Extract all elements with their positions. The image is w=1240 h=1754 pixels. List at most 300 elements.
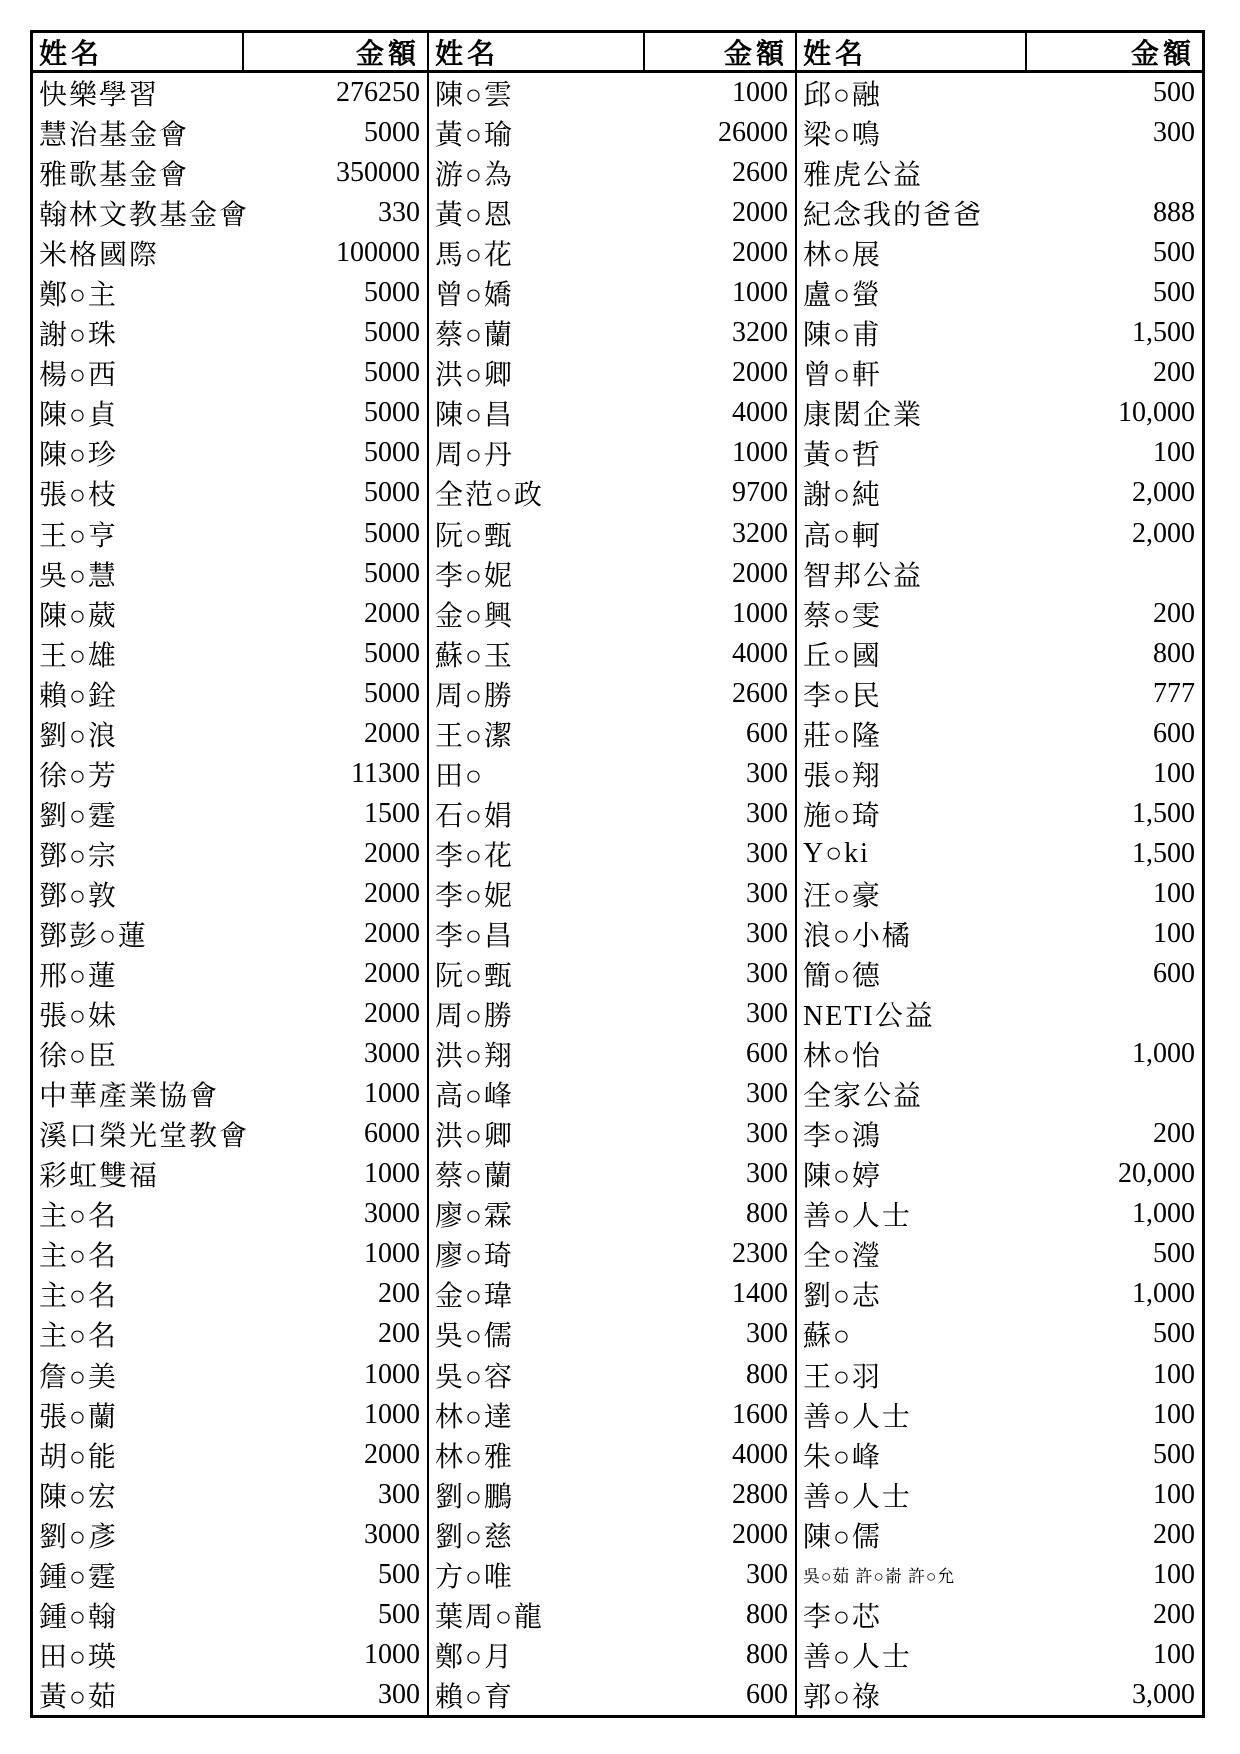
- donation-amount: 2800: [732, 1478, 788, 1510]
- table-row: [429, 514, 795, 554]
- donation-amount: 1000: [732, 597, 788, 629]
- donor-name: 陳○珍: [39, 440, 118, 472]
- donor-name: 高○峰: [435, 1081, 514, 1113]
- table-row: [33, 433, 427, 473]
- donation-amount: 5000: [364, 317, 420, 349]
- donor-name: 洪○卿: [435, 1121, 514, 1153]
- amount-column-header: 金額: [723, 38, 788, 70]
- table-row: [429, 834, 795, 874]
- donation-amount: 1000: [364, 1358, 420, 1390]
- donation-amount: 300: [746, 1318, 788, 1350]
- donor-name: 翰林文教基金會: [39, 200, 250, 232]
- table-row: [33, 1114, 427, 1154]
- donor-name: 鍾○翰: [39, 1601, 118, 1633]
- donation-amount: 200: [1153, 1518, 1195, 1550]
- donor-name: 李○妮: [435, 880, 514, 912]
- table-row: [429, 1435, 795, 1475]
- donor-name: 善○人士: [803, 1481, 912, 1513]
- table-row: [429, 1234, 795, 1274]
- donor-name: 周○勝: [435, 1001, 514, 1033]
- table-row: [429, 393, 795, 433]
- donor-name: 黃○瑜: [435, 120, 514, 152]
- donor-name: 金○瑋: [435, 1281, 514, 1313]
- donation-amount: 1500: [364, 797, 420, 829]
- donor-name: 高○軻: [803, 520, 882, 552]
- donor-name: 王○潔: [435, 720, 514, 752]
- donor-name: 全范○政: [435, 480, 544, 512]
- donation-amount: 300: [746, 877, 788, 909]
- donor-name: 黃○哲: [803, 440, 882, 472]
- donation-amount: 2600: [732, 157, 788, 189]
- donation-amount: 2,000: [1132, 517, 1195, 549]
- donor-name: 張○妹: [39, 1001, 118, 1033]
- donation-amount: 200: [1153, 597, 1195, 629]
- table-row: [429, 1475, 795, 1515]
- donor-name: 鄧○宗: [39, 840, 118, 872]
- donation-amount: 3000: [364, 1038, 420, 1070]
- table-row: [797, 1595, 1202, 1635]
- table-row: [797, 1555, 1202, 1595]
- donor-name: 游○為: [435, 160, 514, 192]
- donation-amount: 100: [1153, 918, 1195, 949]
- table-row: [429, 1154, 795, 1194]
- donation-amount: 1000: [732, 77, 788, 109]
- donor-name: 邢○蓮: [39, 961, 118, 993]
- donor-name: 劉○慈: [435, 1521, 514, 1553]
- donor-name: 方○唯: [435, 1561, 514, 1593]
- donor-name: 梁○鳴: [803, 120, 882, 152]
- donation-amount: 1000: [732, 437, 788, 469]
- donor-name: 李○民: [803, 680, 882, 712]
- table-row: [429, 1555, 795, 1595]
- donation-amount: 4000: [732, 397, 788, 429]
- donor-name: 主○名: [39, 1281, 118, 1313]
- donor-name: 蘇○玉: [435, 640, 514, 672]
- donor-name: 洪○卿: [435, 360, 514, 392]
- table-row: [797, 994, 1202, 1034]
- donation-amount: 2000: [732, 357, 788, 389]
- table-row: [429, 1675, 795, 1715]
- donation-amount: 20,000: [1118, 1158, 1195, 1190]
- donation-amount: 2000: [364, 717, 420, 749]
- donation-amount: 1000: [364, 1158, 420, 1190]
- donor-name: 金○興: [435, 600, 514, 632]
- donor-name: 王○羽: [803, 1361, 882, 1393]
- donor-name: 鍾○霆: [39, 1561, 118, 1593]
- donation-amount: 888: [1153, 197, 1195, 229]
- donor-name: 莊○隆: [803, 720, 882, 752]
- donation-amount: 600: [746, 1678, 788, 1710]
- donation-amount: 2,000: [1132, 477, 1195, 509]
- donor-name: 郭○祿: [803, 1681, 882, 1713]
- donor-name: 林○怡: [803, 1041, 882, 1073]
- table-row: [33, 113, 427, 153]
- table-row: [797, 433, 1202, 473]
- table-row: [797, 1675, 1202, 1715]
- table-row: [797, 1274, 1202, 1314]
- donation-amount: 1000: [364, 1078, 420, 1110]
- donation-amount: 5000: [364, 397, 420, 429]
- table-row: [797, 233, 1202, 273]
- donation-amount: 5000: [364, 557, 420, 589]
- table-row: [797, 874, 1202, 914]
- donation-amount: 11300: [351, 757, 420, 789]
- donor-name: 胡○能: [39, 1441, 118, 1473]
- table-row: [797, 954, 1202, 994]
- donor-name: 賴○育: [435, 1681, 514, 1713]
- donation-amount: 4000: [732, 637, 788, 669]
- amount-column-header: 金額: [1130, 38, 1195, 70]
- table-row: [33, 1274, 427, 1314]
- donation-amount: 800: [746, 1638, 788, 1670]
- table-row: [797, 73, 1202, 113]
- donation-amount: 2000: [364, 877, 420, 909]
- donor-name: 賴○銓: [39, 680, 118, 712]
- donor-name: 黃○茹: [39, 1681, 118, 1713]
- donation-amount: 2000: [364, 1438, 420, 1470]
- donation-amount: 300: [746, 1158, 788, 1190]
- donation-amount: 5000: [364, 477, 420, 509]
- donation-amount: 330: [378, 197, 420, 229]
- donor-name: 謝○珠: [39, 320, 118, 352]
- donor-name: 蔡○蘭: [435, 320, 514, 352]
- table-row: [429, 674, 795, 714]
- donor-name: 曾○軒: [803, 360, 882, 392]
- name-column-header: 姓名: [797, 33, 1027, 70]
- donation-amount: 5000: [364, 277, 420, 309]
- rows-column-1: [33, 73, 427, 1715]
- table-row: [797, 674, 1202, 714]
- donor-name: 劉○霆: [39, 800, 118, 832]
- table-row: [33, 1234, 427, 1274]
- column-pair-2: [427, 33, 795, 1715]
- donor-name: 簡○德: [803, 961, 882, 993]
- donor-name: 浪○小橘: [803, 921, 912, 952]
- donor-name: 主○名: [39, 1201, 118, 1233]
- table-row: [33, 634, 427, 674]
- table-row: [33, 514, 427, 554]
- donor-name: 詹○美: [39, 1361, 118, 1393]
- table-row: [429, 1194, 795, 1234]
- donation-amount: 1,500: [1132, 317, 1195, 349]
- table-row: [429, 1314, 795, 1354]
- table-row: [429, 1395, 795, 1435]
- donation-amount: 2000: [364, 918, 420, 949]
- table-row: [797, 1395, 1202, 1435]
- table-row: [429, 1034, 795, 1074]
- table-row: [797, 594, 1202, 634]
- table-row: [797, 714, 1202, 754]
- table-row: [429, 954, 795, 994]
- table-row: [797, 1515, 1202, 1555]
- table-row: [33, 954, 427, 994]
- donation-amount: 1000: [732, 277, 788, 309]
- table-row: [429, 273, 795, 313]
- donation-amount: 2000: [364, 837, 420, 869]
- donation-amount: 600: [746, 1038, 788, 1070]
- donor-name: 汪○豪: [803, 880, 882, 912]
- donor-name: 鄧○敦: [39, 880, 118, 912]
- table-row: [429, 874, 795, 914]
- donor-name: 快樂學習: [39, 80, 160, 112]
- donation-amount: 6000: [364, 1118, 420, 1150]
- donation-amount: 100: [1153, 1478, 1195, 1510]
- table-row: [429, 193, 795, 233]
- table-row: [33, 834, 427, 874]
- donation-amount: 26000: [718, 117, 788, 149]
- donation-amount: 100: [1153, 757, 1195, 789]
- donation-amount: 1,500: [1132, 797, 1195, 829]
- table-row: [797, 1314, 1202, 1354]
- donation-amount: 1,500: [1132, 837, 1195, 869]
- table-row: [429, 1355, 795, 1395]
- table-row: [33, 473, 427, 513]
- name-column-header: 姓名: [33, 33, 244, 70]
- table-row: [33, 1355, 427, 1395]
- donor-name: 葉周○龍: [435, 1601, 544, 1633]
- donation-amount: 100: [1153, 437, 1195, 469]
- donation-amount: 500: [1153, 77, 1195, 109]
- donor-name: 陳○婷: [803, 1161, 882, 1193]
- table-row: [429, 554, 795, 594]
- table-row: [33, 1074, 427, 1114]
- table-row: [33, 914, 427, 954]
- donor-name: 李○芯: [803, 1601, 882, 1633]
- donation-amount: 5000: [364, 437, 420, 469]
- table-row: [33, 1555, 427, 1595]
- donation-amount: 300: [746, 797, 788, 829]
- donation-amount: 300: [1153, 117, 1195, 149]
- table-row: [797, 754, 1202, 794]
- donation-amount: 500: [1153, 1238, 1195, 1270]
- donor-name: 陳○宏: [39, 1481, 118, 1513]
- table-row: [429, 1114, 795, 1154]
- table-row: [33, 874, 427, 914]
- donation-amount: 300: [746, 837, 788, 869]
- table-row: [33, 1675, 427, 1715]
- donor-name: 雅虎公益: [803, 160, 924, 192]
- donation-amount: 800: [746, 1598, 788, 1630]
- table-row: [33, 1194, 427, 1234]
- donation-amount: 3200: [732, 317, 788, 349]
- donation-amount: 300: [378, 1478, 420, 1510]
- donor-name: 李○花: [435, 840, 514, 872]
- donation-amount: 200: [1153, 357, 1195, 389]
- donor-name: 全○瀅: [803, 1241, 882, 1273]
- donation-table: [30, 30, 1205, 1718]
- donor-name: 紀念我的爸爸: [803, 200, 984, 232]
- table-row: [33, 393, 427, 433]
- donor-name: 石○娟: [435, 800, 514, 832]
- donor-name: 蔡○雯: [803, 600, 882, 632]
- donation-amount: 10,000: [1118, 397, 1195, 429]
- table-row: [429, 1515, 795, 1555]
- donor-name: 鄭○主: [39, 280, 118, 312]
- donation-amount: 5000: [364, 117, 420, 149]
- donation-amount: 1,000: [1132, 1198, 1195, 1230]
- table-row: [429, 153, 795, 193]
- table-row: [429, 994, 795, 1034]
- donor-name: 王○雄: [39, 640, 118, 672]
- donation-amount: 2300: [732, 1238, 788, 1270]
- table-row: [429, 433, 795, 473]
- table-row: [797, 353, 1202, 393]
- donor-name: 吳○儒: [435, 1321, 514, 1353]
- donor-name: 張○蘭: [39, 1401, 118, 1433]
- donor-name: 丘○國: [803, 640, 882, 672]
- table-row: [429, 754, 795, 794]
- donation-amount: 100: [1153, 1558, 1195, 1590]
- rows-column-2: [429, 73, 795, 1715]
- table-row: [429, 233, 795, 273]
- table-row: [33, 273, 427, 313]
- table-row: [797, 514, 1202, 554]
- donor-name: 陳○雲: [435, 80, 514, 112]
- table-row: [429, 594, 795, 634]
- donation-amount: 1000: [364, 1238, 420, 1270]
- donation-amount: 200: [378, 1278, 420, 1310]
- header-row: [797, 33, 1202, 73]
- donor-name: 善○人士: [803, 1201, 912, 1233]
- donor-name: 鄧彭○蓮: [39, 921, 148, 952]
- donation-amount: 300: [746, 1078, 788, 1110]
- table-row: [797, 1475, 1202, 1515]
- donation-amount: 500: [1153, 237, 1195, 269]
- donation-amount: 300: [746, 1118, 788, 1150]
- donation-amount: 300: [746, 1558, 788, 1590]
- table-row: [797, 393, 1202, 433]
- table-row: [797, 1154, 1202, 1194]
- donation-amount: 2000: [364, 998, 420, 1030]
- donation-amount: 200: [1153, 1118, 1195, 1150]
- table-row: [797, 313, 1202, 353]
- table-row: [33, 794, 427, 834]
- donor-name: 吳○慧: [39, 560, 118, 592]
- table-row: [429, 353, 795, 393]
- table-row: [429, 113, 795, 153]
- donation-amount: 3200: [732, 517, 788, 549]
- donation-amount: 200: [1153, 1598, 1195, 1630]
- donor-name: 徐○芳: [39, 760, 118, 792]
- table-row: [797, 1034, 1202, 1074]
- donation-amount: 2000: [732, 237, 788, 269]
- table-row: [797, 1355, 1202, 1395]
- donation-amount: 1,000: [1132, 1038, 1195, 1070]
- donation-amount: 777: [1153, 677, 1195, 709]
- table-row: [429, 473, 795, 513]
- donation-amount: 3000: [364, 1518, 420, 1550]
- donation-amount: 1,000: [1132, 1278, 1195, 1310]
- table-row: [797, 1435, 1202, 1475]
- donor-name: 施○琦: [803, 800, 882, 832]
- donation-amount: 5000: [364, 517, 420, 549]
- donation-amount: 100: [1153, 1638, 1195, 1670]
- table-row: [797, 554, 1202, 594]
- header-row: [429, 33, 795, 73]
- table-row: [33, 1515, 427, 1555]
- donation-amount: 1000: [364, 1398, 420, 1430]
- donation-amount: 300: [746, 958, 788, 990]
- donation-amount: 100: [1153, 1398, 1195, 1430]
- donor-name: 蔡○蘭: [435, 1161, 514, 1193]
- donor-name: 張○翔: [803, 760, 882, 792]
- donor-name: 劉○浪: [39, 720, 118, 752]
- donor-name: 李○昌: [435, 921, 514, 952]
- donor-name: 謝○純: [803, 480, 882, 512]
- table-row: [33, 1395, 427, 1435]
- donation-amount: 800: [746, 1198, 788, 1230]
- donation-amount: 300: [746, 918, 788, 949]
- donor-name: 劉○彥: [39, 1521, 118, 1553]
- donor-name: 廖○琦: [435, 1241, 514, 1273]
- table-row: [33, 153, 427, 193]
- donor-name: 李○鴻: [803, 1121, 882, 1153]
- table-row: [33, 313, 427, 353]
- donor-name: 陳○昌: [435, 400, 514, 432]
- table-row: [33, 1154, 427, 1194]
- donor-name: 周○勝: [435, 680, 514, 712]
- donation-amount: 800: [1153, 637, 1195, 669]
- table-row: [797, 473, 1202, 513]
- table-row: [429, 1074, 795, 1114]
- table-row: [33, 1475, 427, 1515]
- donor-name: 主○名: [39, 1321, 118, 1353]
- column-pair-1: [33, 33, 427, 1715]
- donor-name: 米格國際: [39, 240, 160, 272]
- donor-name: 鄭○月: [435, 1641, 514, 1673]
- donor-name: 智邦公益: [803, 560, 924, 592]
- table-row: [33, 1635, 427, 1675]
- donor-name: 馬○花: [435, 240, 514, 272]
- column-pair-3: [795, 33, 1202, 1715]
- donation-amount: 2000: [732, 197, 788, 229]
- donation-amount: 1400: [732, 1278, 788, 1310]
- table-row: [33, 353, 427, 393]
- donor-name: 曾○嬌: [435, 280, 514, 312]
- donation-amount: 5000: [364, 357, 420, 389]
- donor-name: 周○丹: [435, 440, 514, 472]
- donation-amount: 300: [378, 1678, 420, 1710]
- table-row: [429, 634, 795, 674]
- donor-name: 主○名: [39, 1241, 118, 1273]
- donor-name: 康閎企業: [803, 400, 924, 432]
- donor-name: 阮○甄: [435, 520, 514, 552]
- donation-amount: 1000: [364, 1638, 420, 1670]
- donation-amount: 4000: [732, 1438, 788, 1470]
- donation-amount: 600: [746, 717, 788, 749]
- donation-amount: 5000: [364, 677, 420, 709]
- table-row: [429, 714, 795, 754]
- donor-name: NETI公益: [803, 1001, 935, 1033]
- donation-amount: 9700: [732, 477, 788, 509]
- donation-amount: 2000: [364, 958, 420, 990]
- table-row: [797, 113, 1202, 153]
- table-row: [797, 834, 1202, 874]
- table-row: [797, 914, 1202, 954]
- donation-amount: 500: [1153, 1318, 1195, 1350]
- donation-amount: 300: [746, 998, 788, 1030]
- rows-column-3: [797, 73, 1202, 1715]
- donor-name: 劉○鵬: [435, 1481, 514, 1513]
- donor-name: 李○妮: [435, 560, 514, 592]
- donation-amount: 350000: [336, 157, 420, 189]
- donation-amount: 500: [1153, 277, 1195, 309]
- donation-amount: 276250: [336, 77, 420, 109]
- table-row: [33, 754, 427, 794]
- donor-name: 慧治基金會: [39, 120, 190, 152]
- donor-name: 吳○容: [435, 1361, 514, 1393]
- donor-name: 彩虹雙福: [39, 1161, 160, 1193]
